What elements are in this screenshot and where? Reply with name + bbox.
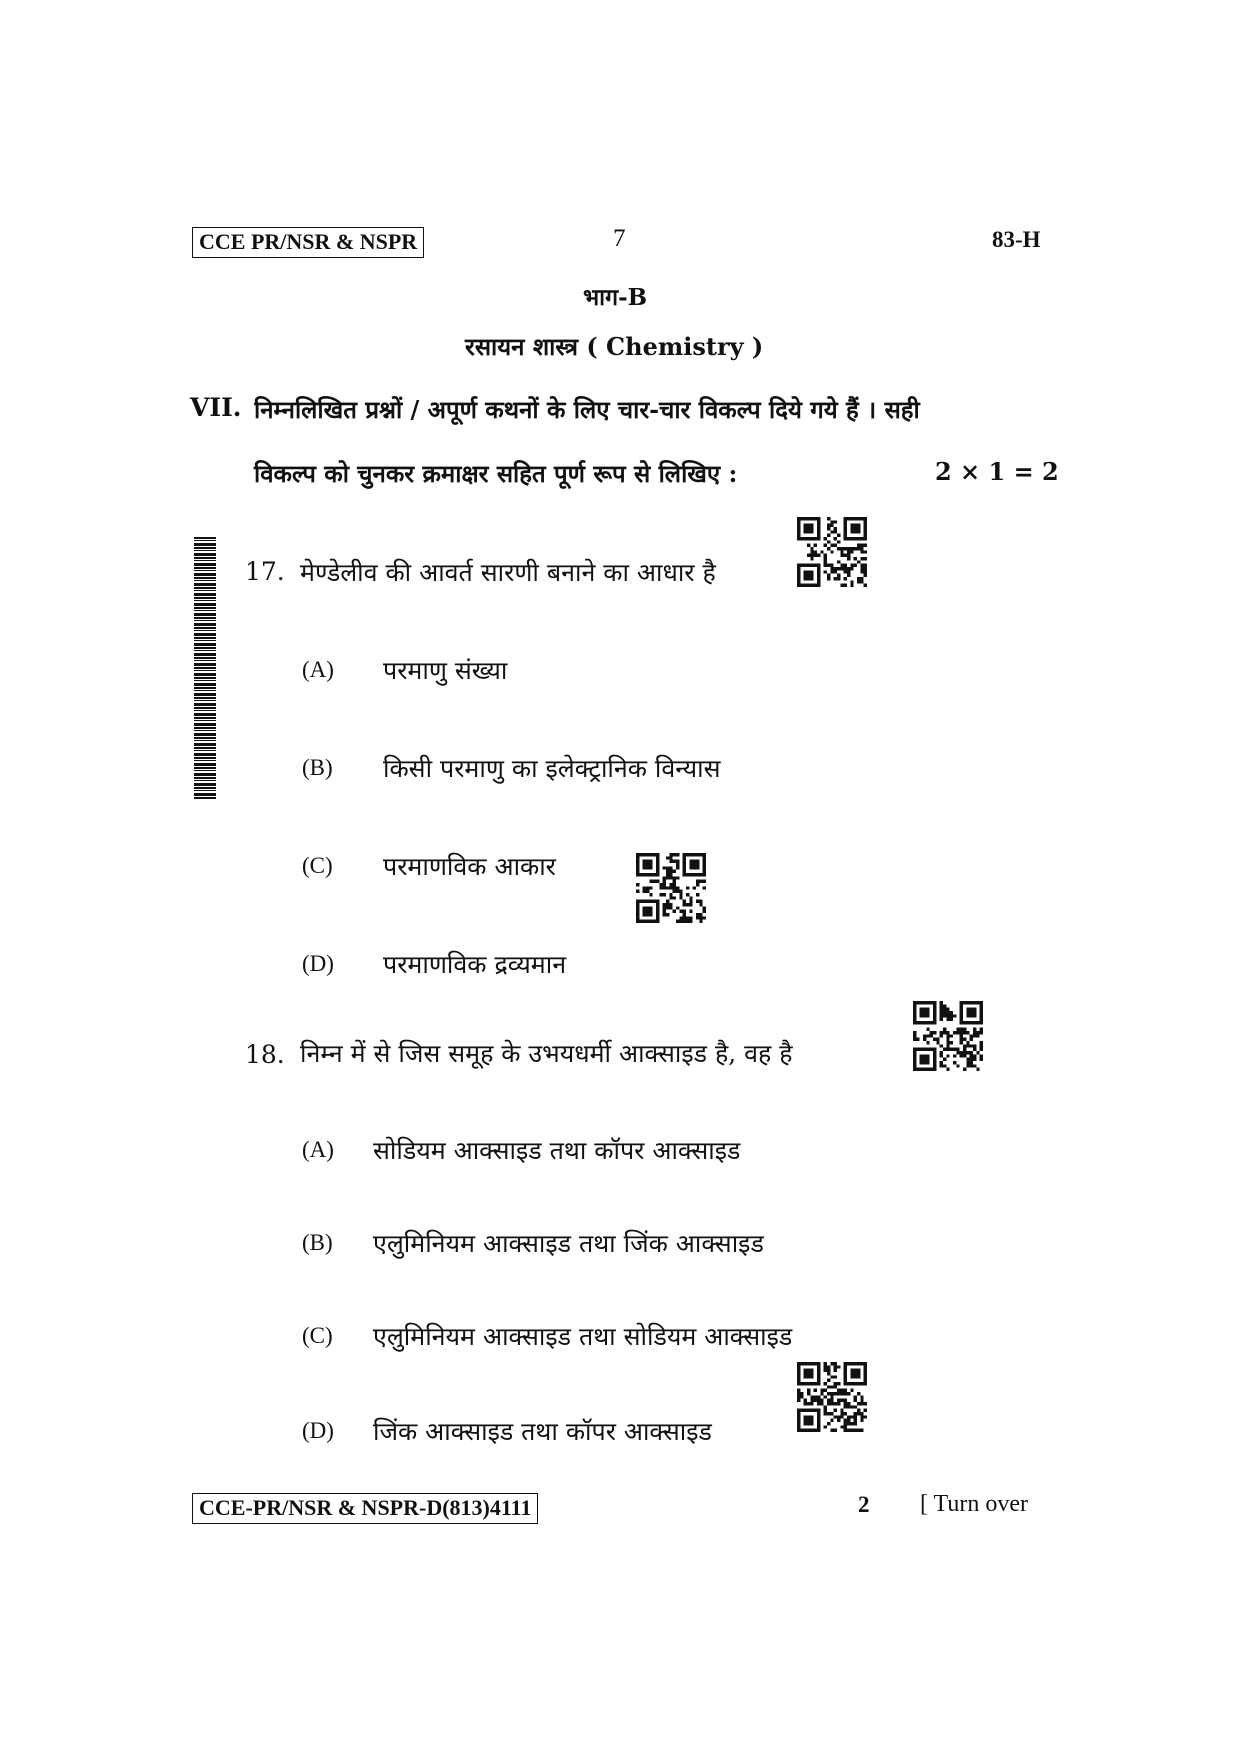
section-subject-heading: रसायन शास्त्र ( Chemistry ) (465, 332, 764, 361)
instruction-line-1: निम्नलिखित प्रश्नों / अपूर्ण कथनों के लिए चार-चार विकल्प दिये गये हैं । सही (254, 395, 920, 424)
question-17-text: मेण्डेलीव की आवर्त सारणी बनाने का आधार है (300, 558, 716, 587)
footer-paper-code: CCE-PR/NSR & NSPR-D(813)4111 (192, 1493, 538, 1524)
q18-option-b-letter: (B) (302, 1230, 333, 1255)
question-18-text: निम्न में से जिस समूह के उभयधर्मी आक्साइड है, वह है (300, 1039, 793, 1068)
qr-code-icon (636, 853, 706, 923)
q18-option-d-letter: (D) (302, 1418, 334, 1443)
q18-option-c-text: एलुमिनियम आक्साइड तथा सोडियम आक्साइड (373, 1322, 793, 1351)
instruction-line-2: विकल्प को चुनकर क्रमाक्षर सहित पूर्ण रूप से लिखिए : (254, 459, 738, 488)
q18-option-b-text: एलुमिनियम आक्साइड तथा जिंक आक्साइड (373, 1229, 764, 1258)
q18-option-a-text: सोडियम आक्साइड तथा कॉपर आक्साइड (373, 1136, 741, 1165)
question-18-number: 18. (245, 1040, 285, 1069)
q17-option-b-text: किसी परमाणु का इलेक्ट्रानिक विन्यास (383, 754, 721, 783)
section-part-heading: भाग-B (583, 284, 648, 311)
question-17-number: 17. (245, 557, 285, 586)
qr-code-icon (797, 1362, 867, 1432)
q17-option-d-text: परमाणविक द्रव्यमान (383, 950, 567, 979)
header-subject-code: 83-H (992, 227, 1041, 252)
instruction-marks: 2 × 1 = 2 (935, 457, 1059, 486)
qr-code-icon (913, 1001, 983, 1071)
q17-option-c-text: परमाणविक आकार (383, 852, 556, 881)
q17-option-d-letter: (D) (302, 951, 334, 976)
q17-option-a-text: परमाणु संख्या (383, 656, 508, 685)
qr-code-icon (797, 517, 867, 587)
footer-sheet-number: 2 (858, 1492, 870, 1517)
q17-option-b-letter: (B) (302, 755, 333, 780)
q17-option-a-letter: (A) (302, 657, 334, 682)
q17-option-c-letter: (C) (302, 853, 333, 878)
header-paper-code: CCE PR/NSR & NSPR (192, 227, 424, 258)
header-page-number: 7 (613, 225, 626, 252)
q18-option-a-letter: (A) (302, 1137, 334, 1162)
q18-option-c-letter: (C) (302, 1323, 333, 1348)
barcode (194, 537, 216, 800)
instruction-number: VII. (190, 393, 242, 422)
q18-option-d-text: जिंक आक्साइड तथा कॉपर आक्साइड (373, 1417, 712, 1446)
footer-turn-over: [ Turn over (920, 1491, 1029, 1517)
